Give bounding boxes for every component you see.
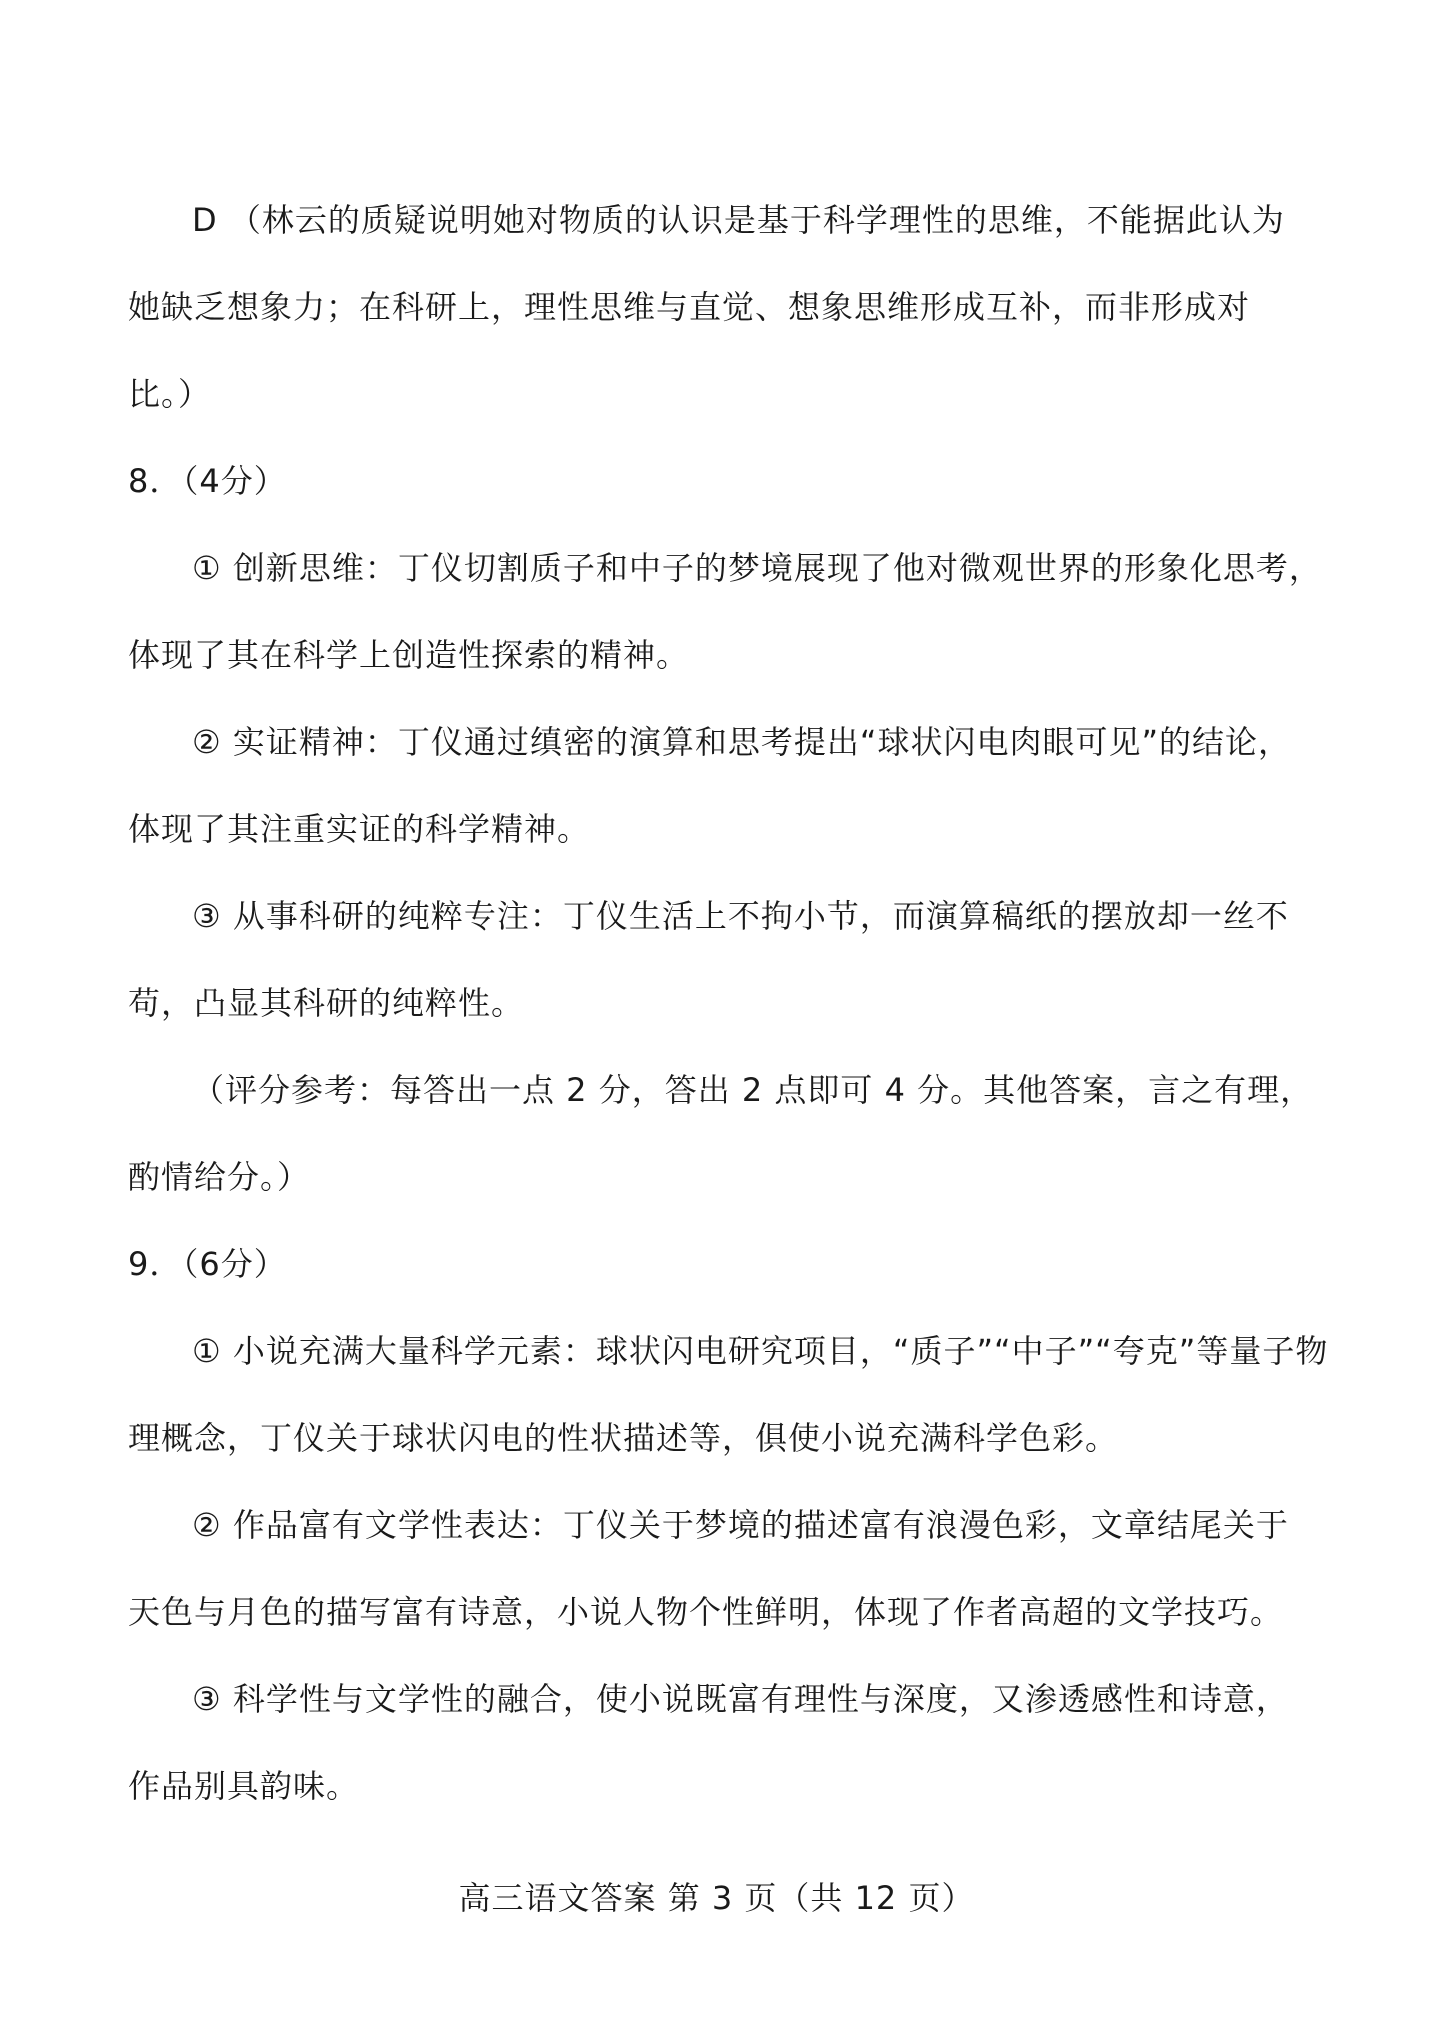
question-8-point-2-line-1: ② 实证精神：丁仪通过缜密的演算和思考提出“球状闪电肉眼可见”的结论， (192, 723, 1292, 761)
question-9-point-3-line-1: ③ 科学性与文学性的融合，使小说既富有理性与深度，又渗透感性和诗意， (192, 1680, 1289, 1718)
question-8-heading: 8．（4分） (128, 462, 287, 500)
question-9-point-2-line-2: 天色与月色的描写富有诗意，小说人物个性鲜明，体现了作者高超的文学技巧。 (128, 1593, 1284, 1631)
answer-7-line-2: 她缺乏想象力；在科研上，理性思维与直觉、想象思维形成互补，而非形成对 (128, 288, 1251, 326)
question-9-point-1-line-1: ① 小说充满大量科学元素：球状闪电研究项目，“质子”“中子”“夸克”等量子物 (192, 1332, 1329, 1370)
question-8-point-3-line-1: ③ 从事科研的纯粹专注：丁仪生活上不拘小节，而演算稿纸的摆放却一丝不 (192, 897, 1289, 935)
page-footer: 高三语文答案 第 3 页（共 12 页） (458, 1879, 975, 1917)
question-8-point-2-line-2: 体现了其注重实证的科学精神。 (128, 810, 591, 848)
question-8-point-3-line-2: 苟，凸显其科研的纯粹性。 (128, 984, 525, 1022)
question-9-point-3-line-2: 作品别具韵味。 (128, 1767, 360, 1805)
question-8-point-1-line-1: ① 创新思维：丁仪切割质子和中子的梦境展现了他对微观世界的形象化思考， (192, 549, 1322, 587)
question-9-point-1-line-2: 理概念，丁仪关于球状闪电的性状描述等，俱使小说充满科学色彩。 (128, 1419, 1119, 1457)
question-9-heading: 9．（6分） (128, 1245, 287, 1283)
question-8-point-1-line-2: 体现了其在科学上创造性探索的精神。 (128, 636, 690, 674)
question-9-point-2-line-1: ② 作品富有文学性表达：丁仪关于梦境的描述富有浪漫色彩，文章结尾关于 (192, 1506, 1289, 1544)
question-8-scoring-line-2: 酌情给分。） (128, 1158, 311, 1196)
answer-7-line-1: D （林云的质疑说明她对物质的认识是基于科学理性的思维，不能据此认为 (192, 201, 1285, 239)
question-8-scoring-line-1: （评分参考：每答出一点 2 分，答出 2 点即可 4 分。其他答案，言之有理， (192, 1071, 1314, 1109)
answer-7-line-3: 比。） (128, 375, 212, 413)
